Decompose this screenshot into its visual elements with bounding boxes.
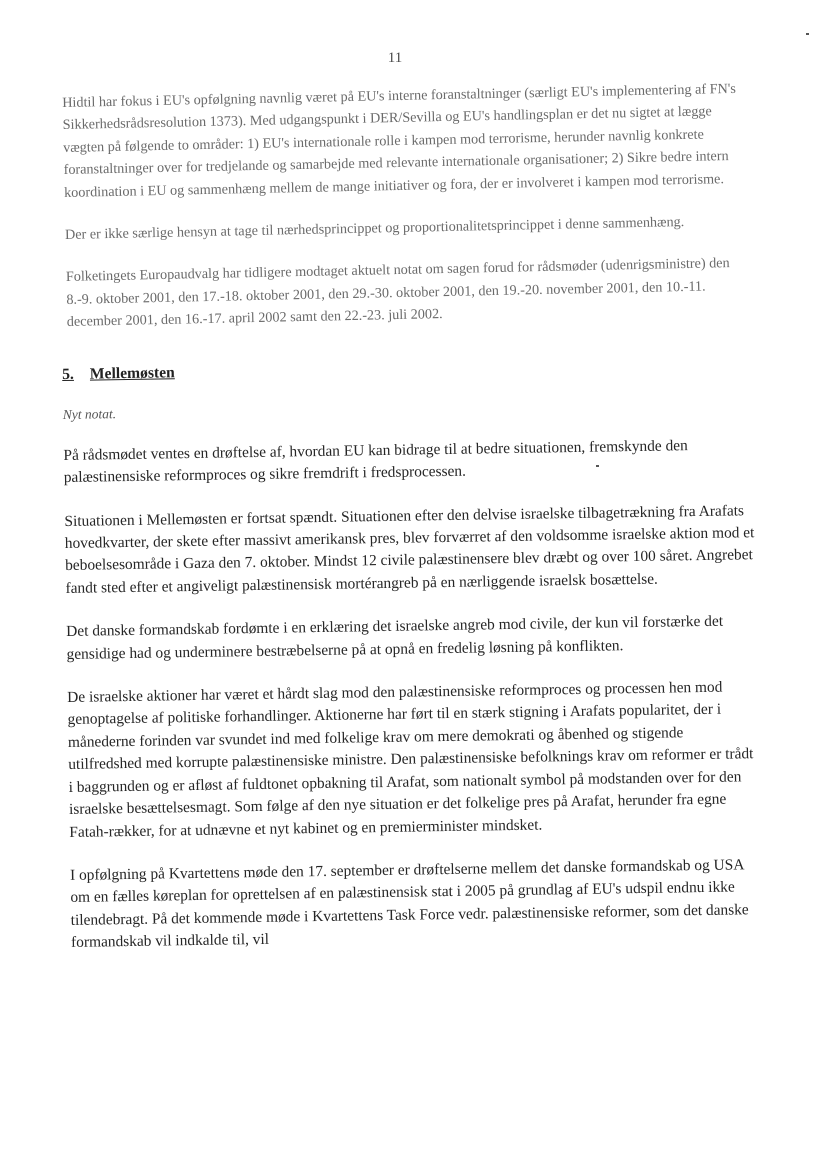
body-paragraph-2: Situationen i Mellemøsten er fortsat spændt. Situationen efter den delvise israelske tilbagetrækning fra Arafats hovedkvarter, der skete efter massivt amerikansk pres, blev forværret af den voldsomme israelske aktion mod et beboelsesområde i Gaza den 7. oktober. Mindst 12 civile palæstinensere blev dræbt og over 100 såret. Angrebet fandt sted efter et angiveligt palæstinensisk mortérangreb på en nærliggende israelsk bosættelse.	[64, 501, 755, 597]
body-paragraph-1: På rådsmødet ventes en drøftelse af, hvordan EU kan bidrage til at bedre situationen, fremskynde den palæstinensiske reformproces og sikre fremdrift i fredsprocessen.	[63, 436, 688, 486]
section-number: 5.	[62, 365, 75, 383]
section-title: Mellemøsten	[89, 363, 175, 383]
mellemosten-section	[62, 353, 761, 954]
intro-paragraph-1: Hidtil har fokus i EU's opfølgning navnlig været på EU's interne foranstaltninger (særligt EU's implementering af FN's Sikkerhedsrådsresolution 1373). Med udgangspunkt i DER/Sevilla og EU's handlingsplan er det nu sigtet at lægge vægten på følgende to områder: 1) EU's internationale rolle i kampen mod terrorisme, herunder navnlig konkrete foranstaltninger over for tredjelande og samarbejde med relevante internationale organisationer; 2) Sikre bedre intern koordination i EU og sammenhæng mellem de mange initiativer og fora, der er involveret i kampen mod terrorisme.	[62, 80, 737, 201]
intro-paragraph-2: Der er ikke særlige hensyn at tage til nærhedsprincippet og proportionalitetsprincippet i denne sammenhæng.	[64, 214, 685, 243]
page-content	[62, 80, 755, 975]
body-paragraph-3: Det danske formandskab fordømte i en erklæring det israelske angreb mod civile, der kun vil forstærke det gensidige had og underminere bestræbelserne på at opnå en fredelig løsning på konflikten.	[66, 612, 724, 663]
scan-speck	[596, 465, 599, 467]
body-paragraph-5: I opfølgning på Kvartettens møde den 17. september er drøftelserne mellem det danske formandskab og USA om en fælles køreplan for oprettelsen af en palæstinensisk stat i 2005 på grundlag af EU's udspil endnu ikke tilendebragt. På det kommende møde i Kvartettens Task Force vedr. palæstinensiske reformer, som det danske formandskab vil indkalde til, vil	[69, 855, 749, 951]
body-paragraph-4: De israelske aktioner har været et hårdt slag mod den palæstinensiske reformproces og processen hen mod genoptagelse af politiske forhandlinger. Aktionerne har ført til en stærk stigning i Arafats popularitet, der i månederne forinden var svundet ind med folkelige krav om mere demokrati og åbenhed og stigende utilfredshed med korrupte palæstinensiske ministre. Den palæstinensiske befolknings krav om reformer er trådt i baggrunden og er afløst af fuldtonet opbakning til Arafat, som nationalt symbol på modstanden over for den israelske besættelsesmagt. Som følge af den nye situation er det folkelige pres på Arafat, herunder fra egne Fatah-rækker, for at udnævne et nyt kabinet og en premierminister mindsket.	[67, 678, 754, 841]
page-number: 11	[387, 50, 403, 66]
section-note: Nyt notat.	[62, 406, 117, 423]
intro-section	[62, 78, 757, 334]
section-heading	[62, 353, 752, 386]
scan-speck	[806, 33, 809, 35]
intro-paragraph-3: Folketingets Europaudvalg har tidligere modtaget aktuelt notat om sagen forud for rådsmøder (udenrigsministre) den 8.-9. oktober 2001, den 17.-18. oktober 2001, den 29.-30. oktober 2001, den 19.-20. november 2001, den 10.-11. december 2001, den 16.-17. april 2002 samt den 22.-23. juli 2002.	[65, 255, 730, 331]
